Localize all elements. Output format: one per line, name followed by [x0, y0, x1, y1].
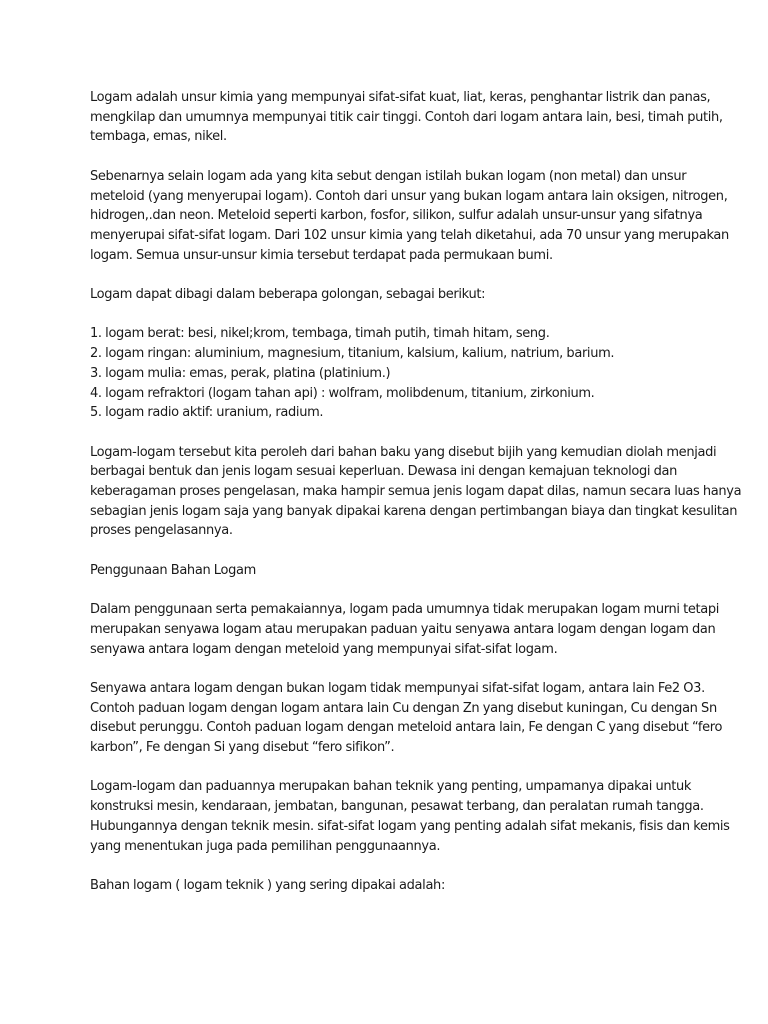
list-item: 3. logam mulia: emas, perak, platina (platinium.) [90, 365, 391, 381]
text-line: merupakan senyawa logam atau merupakan paduan yaitu senyawa antara logam dengan logam dan [90, 621, 716, 637]
metal-classes-list [90, 324, 690, 423]
text-line: keberagaman proses pengelasan, maka hampir semua jenis logam dapat dilas, namun secara luas hanya [90, 484, 742, 499]
paragraph-non-metal [90, 167, 729, 266]
section-heading [90, 561, 690, 581]
list-item: 5. logam radio aktif: uranium, radium. [90, 405, 324, 421]
heading-text: Penggunaan Bahan Logam [90, 562, 256, 578]
text-line: mengkilap dan umumnya mempunyai titik cair tinggi. Contoh dari logam antara lain, besi, timah putih, [90, 109, 723, 125]
text-line: Senyawa antara logam dengan bukan logam tidak mempunyai sifat-sifat logam, antara lain Fe2 O3. [90, 680, 705, 696]
list-item: 2. logam ringan: aluminium, magnesium, titanium, kalsium, kalium, natrium, barium. [90, 346, 615, 362]
text-line: yang menentukan juga pada pemilihan penggunaannya. [90, 838, 441, 854]
text-line: logam. Semua unsur-unsur kimia tersebut terdapat pada permukaan bumi. [90, 247, 553, 263]
text-line: hidrogen,.dan neon. Meteloid seperti karbon, fosfor, silikon, sulfur adalah unsur-unsur yang sifatnya [90, 208, 703, 224]
paragraph-alloys [90, 679, 723, 758]
text-line: tembaga, emas, nikel. [90, 129, 227, 145]
paragraph-technical-metals [90, 876, 690, 896]
text-line: Logam dapat dibagi dalam beberapa golongan, sebagai berikut: [90, 287, 486, 302]
text-line: konstruksi mesin, kendaraan, jembatan, bangunan, pesawat terbang, dan peralatan rumah tangga. [90, 799, 704, 815]
document-page [90, 88, 742, 915]
text-line: senyawa antara logam dengan meteloid yang mempunyai sifat-sifat logam. [90, 641, 558, 657]
text-line: Logam-logam dan paduannya merupakan bahan teknik yang penting, umpamanya dipakai untuk [90, 779, 692, 795]
paragraph-definition [90, 88, 723, 147]
text-line: Logam adalah unsur kimia yang mempunyai sifat-sifat kuat, liat, keras, penghantar listrik dan panas, [90, 90, 711, 105]
paragraph-ore-processing [90, 443, 742, 542]
text-line: Sebenarnya selain logam ada yang kita sebut dengan istilah bukan logam (non metal) dan unsur [90, 168, 687, 184]
text-line: Bahan logam ( logam teknik ) yang sering dipakai adalah: [90, 877, 445, 893]
text-line: sebagian jenis logam saja yang banyak dipakai karena dengan pertimbangan biaya dan tingkat kesulitan [90, 503, 738, 519]
paragraph-usage [90, 600, 720, 659]
text-line: Contoh paduan logam dengan logam antara lain Cu dengan Zn yang disebut kuningan, Cu dengan Sn [90, 700, 717, 716]
list-item: 1. logam berat: besi, nikel;krom, tembaga, timah putih, timah hitam, seng. [90, 326, 550, 342]
text-line: meteloid (yang menyerupai logam). Contoh dari unsur yang bukan logam antara lain oksigen, nitrogen, [90, 188, 728, 204]
text-line: Logam-logam tersebut kita peroleh dari bahan baku yang disebut bijih yang kemudian diolah menjadi [90, 444, 717, 460]
text-line: Dalam penggunaan serta pemakaiannya, logam pada umumnya tidak merupakan logam murni tetapi [90, 602, 720, 618]
text-line: berbagai bentuk dan jenis logam sesuai keperluan. Dewasa ini dengan kemajuan teknologi dan [90, 464, 678, 480]
text-line: menyerupai sifat-sifat logam. Dari 102 unsur kimia yang telah diketahui, ada 70 unsur yang merupakan [90, 227, 729, 243]
text-line: disebut perunggu. Contoh paduan logam dengan meteloid antara lain, Fe dengan C yang disebut “fero [90, 720, 723, 736]
text-line: karbon”, Fe dengan Si yang disebut “fero sifikon”. [90, 740, 395, 756]
paragraph-engineering [90, 777, 730, 856]
paragraph-classification-intro [90, 285, 690, 305]
list-item: 4. logam refraktori (logam tahan api) : wolfram, molibdenum, titanium, zirkonium. [90, 385, 595, 401]
text-line: Hubungannya dengan teknik mesin. sifat-sifat logam yang penting adalah sifat mekanis, fisis dan kemis [90, 818, 730, 834]
text-line: proses pengelasannya. [90, 523, 233, 539]
